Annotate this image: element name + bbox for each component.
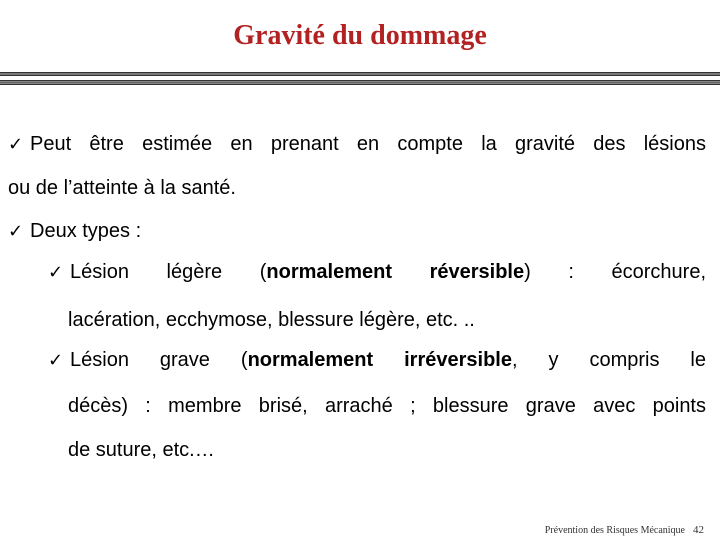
footer xyxy=(545,524,704,536)
page-number: 42 xyxy=(693,524,704,536)
sub-bullet-1-bold: normalement réversible xyxy=(266,261,525,283)
sub-bullet-2-pre: Lésion grave ( xyxy=(70,349,248,371)
sub-bullet-2 xyxy=(48,348,706,373)
title-divider-top xyxy=(0,72,720,76)
sub-bullet-2-continuation-2: de suture, etc.… xyxy=(68,439,215,461)
check-mark-icon: ✓ xyxy=(48,262,64,283)
sub-bullet-1-pre: Lésion légère ( xyxy=(70,261,267,283)
sub-bullet-2-continuation: décès) : membre brisé, arraché ; blessure grave avec points xyxy=(68,395,706,417)
bullet-2-text: Deux types : xyxy=(30,220,142,242)
check-mark-icon: ✓ xyxy=(48,350,64,371)
sub-bullet-1-post: ) : écorchure, xyxy=(524,261,706,283)
sub-bullet-2-post: , y compris le xyxy=(511,349,706,371)
bullet-1 xyxy=(8,132,706,157)
bullet-1-line-1: Peut être estimée en prenant en compte la gravité des lésions xyxy=(30,133,706,155)
check-mark-icon: ✓ xyxy=(8,134,24,155)
check-mark-icon: ✓ xyxy=(8,221,24,242)
slide-title: Gravité du dommage xyxy=(233,20,487,51)
sub-bullet-1-continuation: lacération, ecchymose, blessure légère, etc. .. xyxy=(68,309,475,331)
bullet-1-continuation: ou de l’atteinte à la santé. xyxy=(8,177,236,199)
sub-bullet-1 xyxy=(48,260,706,285)
title-divider-bottom xyxy=(0,80,720,85)
bullet-2 xyxy=(8,219,706,244)
footer-text: Prévention des Risques Mécanique xyxy=(544,525,685,536)
sub-bullet-2-bold: normalement irréversible xyxy=(247,349,512,371)
